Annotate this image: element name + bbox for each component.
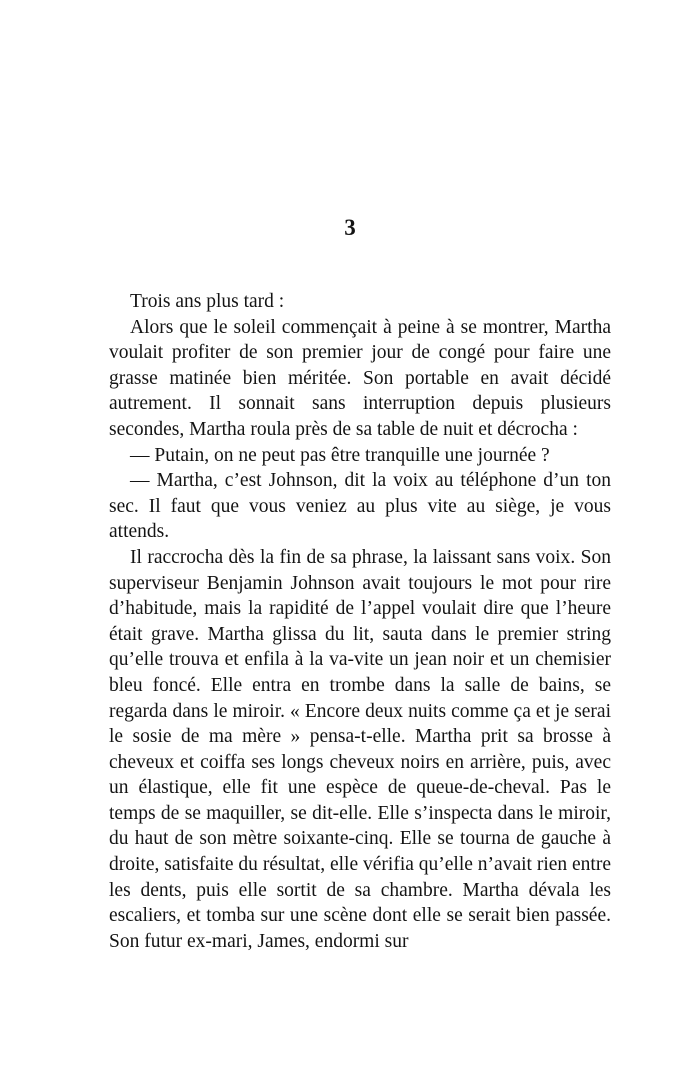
paragraph-dialogue-johnson: — Martha, c’est Johnson, dit la voix au téléphone d’un ton sec. Il faut que vous veniez au plus vite au siège, je vous attends.: [109, 470, 611, 543]
paragraph-dialogue-martha: — Putain, on ne peut pas être tranquille une journée ?: [130, 444, 550, 466]
paragraph-narrative: Il raccrocha dès la fin de sa phrase, la laissant sans voix. Son superviseur Benjamin Johnson avait toujours le mot pour rire d’habitude, mais la rapidité de l’appel voulait dire que l’heure était grave. Martha glissa du lit, sauta dans le premier string qu’elle trouva et enfila à la va-vite un jean noir et un chemisier bleu foncé. Elle entra en trombe dans la salle de bains, se regarda dans le miroir. « Encore deux nuits comme ça et je serai le sosie de ma mère » pensa-t-elle. Martha prit sa brosse à cheveux et coiffa ses longs cheveux noirs en arrière, puis, avec un élastique, elle fit une espèce de queue-de-cheval. Pas le temps de se maquiller, se dit-elle. Elle s’inspecta dans le miroir, du haut de son mètre soixante-cinq. Elle se tourna de gauche à droite, satisfaite du résultat, elle vérifia qu’elle n’avait rien entre les dents, puis elle sortit de sa chambre. Martha dévala les escaliers, et tomba sur une scène dont elle se serait bien passée. Son futur ex-mari, James, endormi sur: [109, 546, 611, 952]
chapter-number: 3: [344, 215, 356, 240]
paragraph-intro: Trois ans plus tard :: [130, 291, 285, 312]
chapter-body: [109, 289, 611, 954]
paragraph-morning: Alors que le soleil commençait à peine à se montrer, Martha voulait profiter de son premier jour de congé pour faire une grasse matinée bien méritée. Son portable en avait décidé autrement. Il sonnait sans interruption depuis plusieurs secondes, Martha roula près de sa table de nuit et décrocha :: [109, 316, 611, 440]
